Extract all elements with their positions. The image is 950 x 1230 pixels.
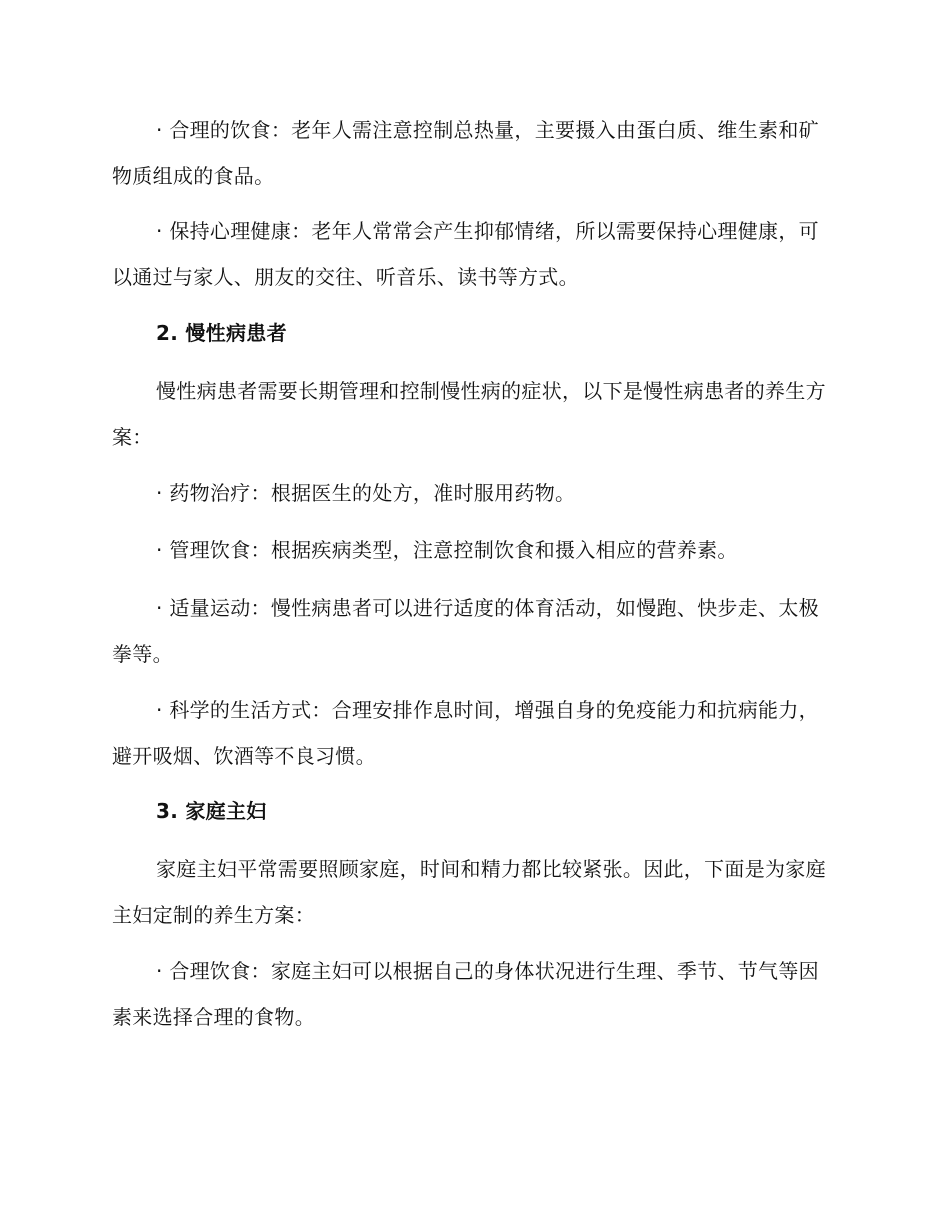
bullet-moderate-exercise: · 适量运动：慢性病患者可以进行适度的体育活动，如慢跑、快步走、太极拳等。 (112, 596, 819, 666)
bullet-medication: · 药物治疗：根据医生的处方，准时服用药物。 (156, 481, 576, 505)
bullet-reasonable-diet: · 合理饮食：家庭主妇可以根据自己的身体状况进行生理、季节、节气等因素来选择合理的食物。 (112, 959, 819, 1029)
paragraph-housewives-intro: 家庭主妇平常需要照顾家庭，时间和精力都比较紧张。因此，下面是为家庭主妇定制的养生方案： (112, 857, 826, 927)
section-heading-chronic-patients: 2. 慢性病患者 (156, 321, 287, 345)
bullet-healthy-diet: · 合理的饮食：老年人需注意控制总热量，主要摄入由蛋白质、维生素和矿物质组成的食品。 (112, 118, 819, 188)
section-heading-housewives: 3. 家庭主妇 (156, 799, 267, 823)
paragraph-chronic-intro: 慢性病患者需要长期管理和控制慢性病的症状，以下是慢性病患者的养生方案： (112, 379, 826, 449)
bullet-mental-health: · 保持心理健康：老年人常常会产生抑郁情绪，所以需要保持心理健康，可以通过与家人、朋友的交往、听音乐、读书等方式。 (112, 219, 819, 289)
bullet-diet-management: · 管理饮食：根据疾病类型，注意控制饮食和摄入相应的营养素。 (156, 538, 738, 562)
bullet-scientific-lifestyle: · 科学的生活方式：合理安排作息时间，增强自身的免疫能力和抗病能力，避开吸烟、饮酒等不良习惯。 (112, 698, 819, 768)
